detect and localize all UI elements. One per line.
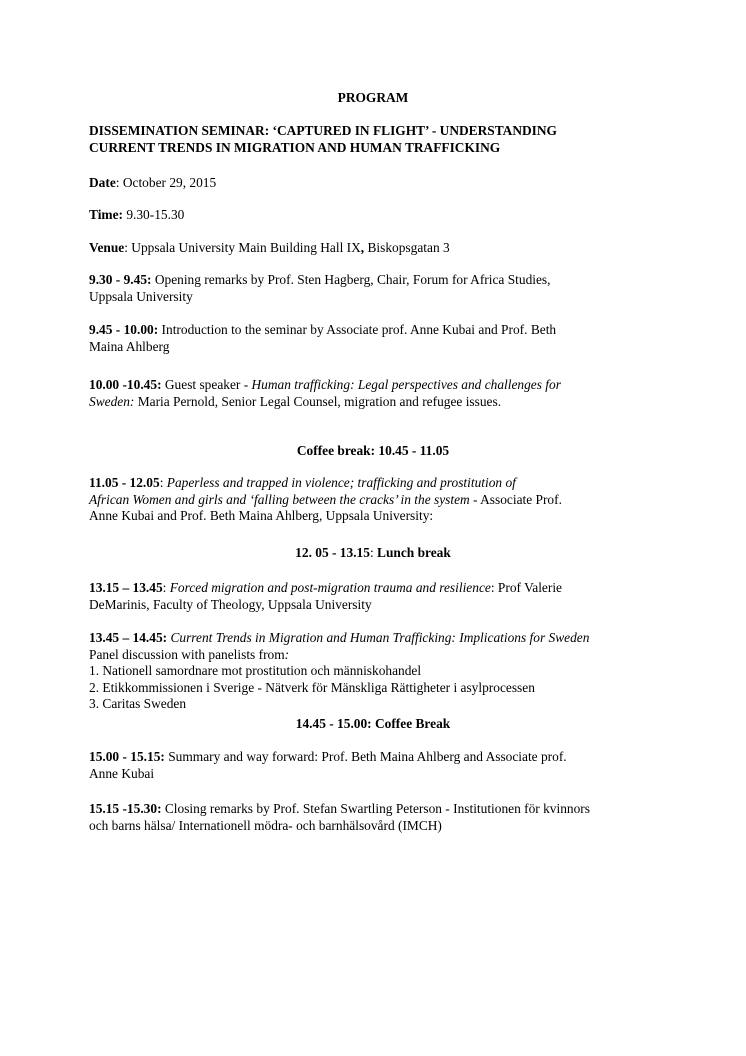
session-opening: 9.30 - 9.45: Opening remarks by Prof. Sten Hagberg, Chair, Forum for Africa Studies, Uppsala University (89, 272, 551, 304)
seminar-title: DISSEMINATION SEMINAR: ‘CAPTURED IN FLIGHT’ - UNDERSTANDING CURRENT TRENDS IN MIGRATION AND HUMAN TRAFFICKING (89, 123, 557, 155)
session-summary: 15.00 - 15.15: Summary and way forward: Prof. Beth Maina Ahlberg and Associate prof. Anne Kubai (89, 749, 567, 781)
venue-line: Venue: Uppsala University Main Building Hall IX, Biskopsgatan 3 (89, 240, 450, 255)
session-forced-migration: 13.15 – 13.45: Forced migration and post-migration trauma and resilience: Prof Valerie DeMarinis, Faculty of Theology, Uppsala University (89, 580, 562, 612)
date-line: Date: October 29, 2015 (89, 175, 217, 190)
session-paperless: 11.05 - 12.05: Paperless and trapped in violence; trafficking and prostitution of African Women and girls and ‘falling between the cracks’ in the system - Associate Prof. Anne Kubai and Prof. Beth Maina Ahlberg, Uppsala University: (89, 475, 562, 523)
panelist-item: 3. Caritas Sweden (89, 696, 187, 711)
time-line: Time: 9.30-15.30 (89, 207, 185, 222)
session-closing: 15.15 -15.30: Closing remarks by Prof. Stefan Swartling Peterson - Institutionen för kvinnors och barns hälsa/ Internationell mödra- och barnhälsovård (IMCH) (89, 801, 590, 833)
session-guest-speaker: 10.00 -10.45: Guest speaker - Human trafficking: Legal perspectives and challenges for Sweden: Maria Pernold, Senior Legal Counsel, migration and refugee issues. (89, 377, 561, 409)
coffee-break-1: Coffee break: 10.45 - 11.05 (296, 443, 450, 458)
panelist-item: 1. Nationell samordnare mot prostitution och människohandel (89, 663, 422, 678)
session-introduction: 9.45 - 10.00: Introduction to the seminar by Associate prof. Anne Kubai and Prof. Beth Maina Ahlberg (89, 322, 557, 354)
lunch-break: 12. 05 - 13.15: Lunch break (295, 545, 451, 560)
coffee-break-2: 14.45 - 15.00: Coffee Break (295, 716, 451, 731)
panelist-item: 2. Etikkommissionen i Sverige - Nätverk för Mänskliga Rättigheter i asylprocessen (89, 679, 535, 695)
session-panel-discussion: 13.45 – 14.45: Current Trends in Migration and Human Trafficking: Implications for Sweden Panel discussion with panelists from: 1. Nationell samordnare mot prostitution och människohandel 2. Etikkommissionen i Sverige - Nätverk för Mänskliga Rättigheter i asylprocessen 3. Caritas Sweden (89, 630, 590, 711)
program-heading: PROGRAM (337, 90, 409, 105)
